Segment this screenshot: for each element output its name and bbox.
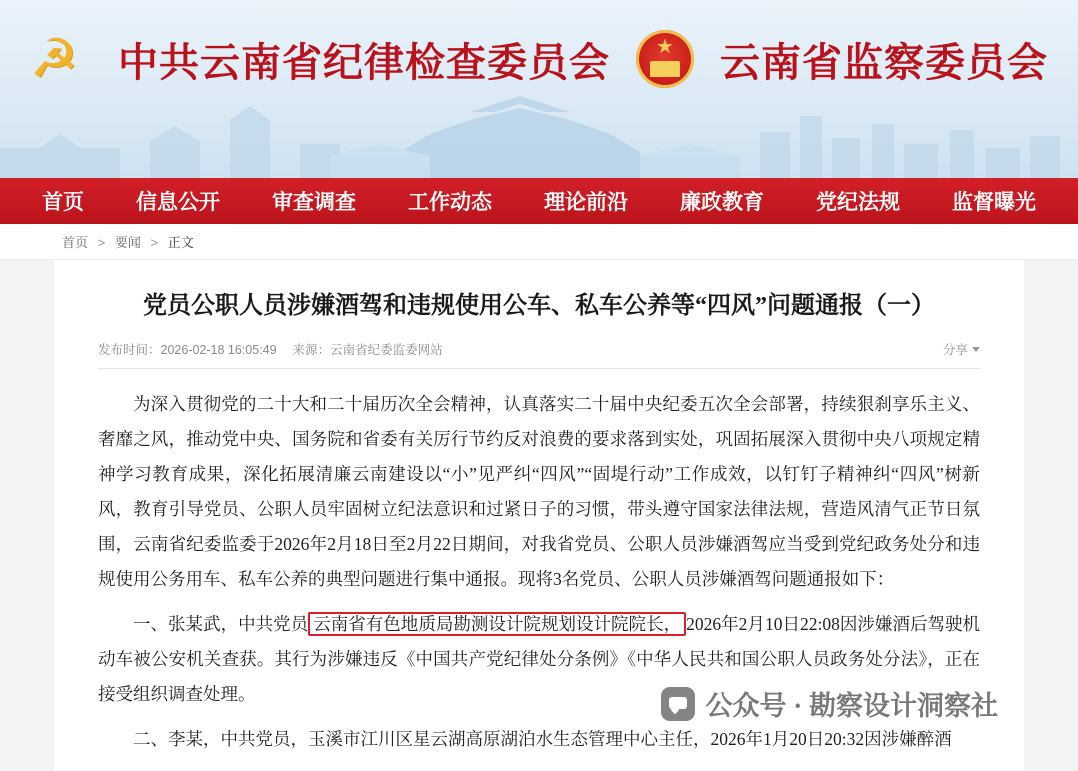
banner-title-row <box>0 0 1078 118</box>
breadcrumb-section[interactable]: 要闻 <box>114 235 141 250</box>
article-paragraph-case-two: 二、李某，中共党员，玉溪市江川区星云湖高原湖泊水生态管理中心主任，2026年1月20日20:32因涉嫌醉酒 <box>133 729 952 749</box>
breadcrumb-separator-1: > <box>97 235 106 250</box>
share-button[interactable] <box>943 340 980 358</box>
nav-item-work-updates[interactable]: 工作动态 <box>408 190 492 214</box>
chevron-down-icon <box>972 347 980 352</box>
source-value: 云南省纪委监委网站 <box>330 343 443 357</box>
case-one-highlight: 云南省有色地质局勘测设计院规划设计院院长， <box>308 612 686 636</box>
case-one-suffix: 2026年2月10日22:08因涉嫌酒后驾驶机动车被公安机关查获。其行为涉嫌违反《中国共产党纪律处分条例》《中华人民共和国公职人员政务处分法》，正在接受组织调查处理。 <box>98 614 981 704</box>
article-paragraph-case-one <box>98 607 980 712</box>
watermark-text: 公众号 · 勘察设计洞察社 <box>705 691 998 721</box>
article-meta-row <box>98 340 980 369</box>
breadcrumb-separator-2: > <box>150 235 159 250</box>
main-navigation <box>0 178 1078 224</box>
nav-item-information-disclosure[interactable]: 信息公开 <box>136 190 220 214</box>
case-one-prefix: 一、张某武，中共党员 <box>133 614 309 634</box>
hammer-sickle-icon: ☭ <box>30 29 79 89</box>
breadcrumb-home[interactable]: 首页 <box>62 235 89 250</box>
nav-item-supervision-exposure[interactable]: 监督曝光 <box>952 190 1036 214</box>
breadcrumb <box>62 232 194 251</box>
nav-item-theory-frontier[interactable]: 理论前沿 <box>544 190 628 214</box>
source-group <box>293 340 443 358</box>
publish-time-value: 2026-02-18 16:05:49 <box>160 343 277 357</box>
nav-item-review-investigation[interactable]: 审查调查 <box>272 190 356 214</box>
breadcrumb-bar <box>0 224 1078 260</box>
nav-item-home[interactable]: 首页 <box>42 190 84 214</box>
site-banner <box>0 0 1078 178</box>
article-content <box>98 387 980 757</box>
publish-time-label: 发布时间： <box>98 343 161 357</box>
cpc-commission-title: 中共云南省纪律检查委员会 <box>118 39 610 85</box>
source-label: 来源： <box>292 343 331 357</box>
page-title: 党员公职人员涉嫌酒驾和违规使用公车、私车公养等“四风”问题通报（一） <box>143 293 935 319</box>
share-label: 分享 <box>942 343 968 357</box>
breadcrumb-current: 正文 <box>167 235 194 250</box>
national-emblem-icon: ★ <box>636 30 694 88</box>
article-paragraph-intro: 为深入贯彻党的二十大和二十届历次全会精神，认真落实二十届中央纪委五次全会部署，持续狠刹享乐主义、奢靡之风，推动党中央、国务院和省委有关厉行节约反对浪费的要求落到实处，巩固拓展深入贯彻中央八项规定精神学习教育成果，深化拓展清廉云南建设以“小”见严纠“四风”“固堤行动”工作成效，以钉钉子精神纠“四风”树新风，教育引导党员、公职人员牢固树立纪法意识和过紧日子的习惯，带头遵守国家法律法规，营造风清气正节日氛围，云南省纪委监委于2026年2月18日至2月22日期间，对我省党员、公职人员涉嫌酒驾应当受到党纪政务处分和违规使用公务用车、私车公养的典型问题进行集中通报。现将3名党员、公职人员涉嫌酒驾问题通报如下： <box>98 394 980 589</box>
nav-item-party-regulations[interactable]: 党纪法规 <box>816 190 900 214</box>
page-body <box>0 260 1078 771</box>
nav-item-integrity-education[interactable]: 廉政教育 <box>680 190 764 214</box>
article-container <box>54 260 1024 771</box>
supervision-commission-title: 云南省监察委员会 <box>720 39 1048 85</box>
article-meta-left <box>98 340 443 358</box>
publish-time-group <box>98 340 277 358</box>
